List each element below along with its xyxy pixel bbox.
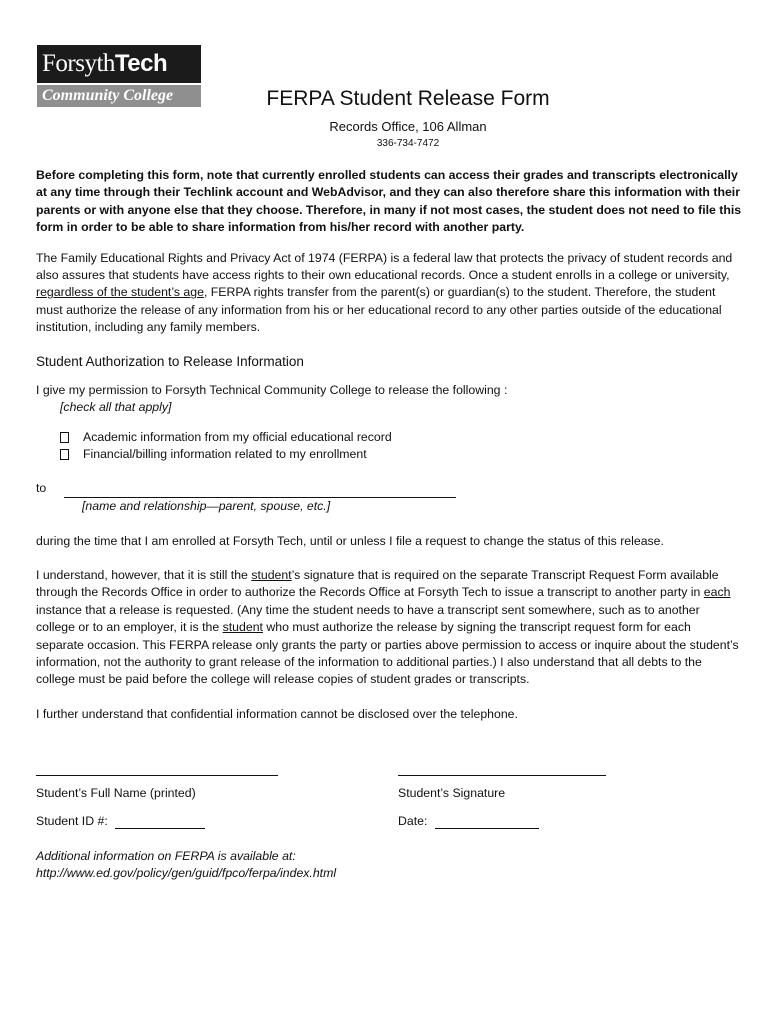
logo-tech: Tech	[114, 50, 168, 77]
option-financial-label: Financial/billing information related to my enrollment	[83, 447, 367, 462]
understand-underline-2: each	[703, 585, 731, 600]
signature-label: Student’s Signature	[398, 786, 506, 800]
logo-forsyth: Forsyth	[42, 50, 115, 77]
option-academic[interactable]	[60, 429, 742, 446]
office-phone: 336-734-7472	[376, 138, 440, 149]
understand-text-a: I understand, however, that it is still the	[36, 567, 252, 582]
date-label: Date:	[398, 814, 428, 828]
college-logo	[37, 45, 201, 109]
checkbox-academic[interactable]	[60, 432, 69, 443]
recipient-hint: [name and relationship—parent, spouse, etc.]	[82, 499, 331, 514]
recipient-row	[36, 480, 742, 498]
understand-underline-1: student	[251, 567, 292, 582]
logo-subtitle: Community College	[37, 85, 201, 107]
understand-paragraph	[36, 567, 742, 689]
telephone-text: I further understand that confidential information cannot be disclosed over the telephone.	[36, 706, 518, 721]
option-academic-label: Academic information from my official educational record	[83, 429, 392, 444]
checkbox-financial[interactable]	[60, 449, 69, 460]
form-body	[36, 167, 742, 723]
understand-text-d: who must authorize the release by signing the transcript request form for each separate occasion. This FERPA release only grants the party or parties above permission to access or inquire about the student’s information, not the authority to grant release of the information to additional parties.) I also understand that all debts to the college must be paid before the college will release copies of student grades or transcripts.	[36, 620, 739, 687]
check-note: [check all that apply]	[60, 400, 172, 415]
name-signature-block	[36, 763, 278, 800]
ferpa-paragraph	[36, 250, 742, 337]
footer-note	[36, 848, 336, 883]
student-id-row	[36, 814, 205, 829]
ferpa-url-link[interactable]: http://www.ed.gov/policy/gen/guid/fpco/ferpa/index.html	[36, 866, 337, 881]
to-label: to	[36, 480, 47, 495]
permission-text: I give my permission to Forsyth Technical Community College to release the following :	[36, 383, 508, 398]
option-financial[interactable]	[60, 446, 742, 463]
duration-text: during the time that I am enrolled at Forsyth Tech, until or unless I file a request to change the status of this release.	[36, 533, 664, 548]
signature-field[interactable]	[398, 763, 606, 776]
office-address: Records Office, 106 Allman	[329, 119, 487, 134]
recipient-field[interactable]	[64, 480, 456, 498]
ferpa-text-1: The Family Educational Rights and Privacy Act of 1974 (FERPA) is a federal law that protects the privacy of student records and also assures that students have access rights to their own educational records. Once a student enrolls in a college or university,	[36, 250, 733, 283]
student-id-field[interactable]	[115, 814, 205, 829]
logo-wordmark	[37, 45, 201, 83]
understand-text-c: instance that a release is requested. (Any time the student needs to have a transcript sent somewhere, such as to another college or to an employer, it is the	[36, 602, 700, 635]
date-row	[398, 814, 539, 829]
authorization-heading: Student Authorization to Release Information	[36, 353, 304, 369]
name-label: Student’s Full Name (printed)	[36, 786, 196, 800]
name-field[interactable]	[36, 763, 278, 776]
page-title: FERPA Student Release Form	[266, 87, 550, 110]
signature-block	[398, 763, 606, 800]
intro-paragraph: Before completing this form, note that currently enrolled students can access their grades and transcripts electronically at any time through their Techlink account and WebAdvisor, and they can also therefore share this information with their parents or with anyone else that they choose. Therefore, in many if not most cases, the student does not need to file this form in order to be able to share information from his/her record with another party.	[36, 168, 742, 235]
understand-text-b: ’s signature that is required on the separate Transcript Request Form available through the Records Office in order to authorize the Records Office at Forsyth Tech to issue a transcript to another party in	[36, 567, 719, 600]
ferpa-text-2: , FERPA rights transfer from the parent(s) or guardian(s) to the student. Therefore, the student must authorize the release of any information from his or her educational record to any other parties outside of the educational institution, including any family members.	[36, 285, 722, 335]
ferpa-underlined: regardless of the student’s age	[36, 285, 204, 300]
student-id-label: Student ID #:	[36, 814, 108, 828]
date-field[interactable]	[435, 814, 539, 829]
understand-underline-3: student	[222, 620, 263, 635]
footer-note-text: Additional information on FERPA is available at:	[36, 849, 296, 863]
